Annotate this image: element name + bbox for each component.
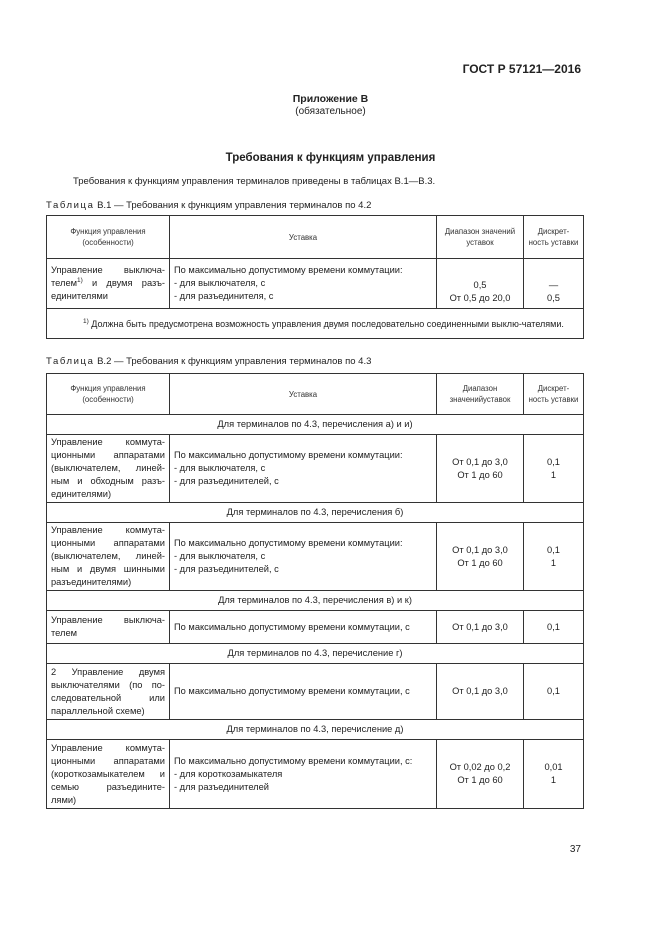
range-cell: [437, 523, 524, 591]
table2-caption-text: В.2 — Требования к функциям управления терминалов по 4.3: [97, 356, 372, 367]
setting-line: - для выключателя, с: [174, 278, 266, 288]
step-value: 1: [550, 775, 557, 785]
range-value: От 0,1 до 3,0: [452, 456, 508, 467]
table1: [46, 215, 584, 339]
table1-col-step: Дискрет-ность уставки: [524, 216, 584, 259]
group-title-row: [47, 503, 584, 523]
group-title: Для терминалов по 4.3, перечисления в) и к): [47, 591, 584, 611]
step-value: 0,1: [547, 686, 560, 696]
setting-head: По максимально допустимому времени коммутации, с: [174, 621, 410, 632]
range-value: От 0,5 до 20,0: [449, 293, 511, 303]
step-value: 0,01: [544, 762, 563, 772]
table-row: [47, 523, 584, 591]
table-row: [47, 259, 584, 309]
setting-head: По максимально допустимому времени коммутации, с:: [174, 755, 413, 766]
table1-col-function: Функция управления (особенности): [47, 216, 170, 259]
group-title-row: [47, 591, 584, 611]
setting-head: По максимально допустимому времени коммутации:: [174, 538, 403, 548]
range-cell: [437, 740, 524, 809]
range-value: От 1 до 60: [457, 775, 503, 785]
function-cell: Управление коммута-ционными аппаратами (выключателем, линей-ным и обходным разъ-единителями): [47, 435, 170, 503]
appendix-title: Приложение В: [292, 93, 369, 105]
range-value: От 1 до 60: [457, 557, 503, 568]
range-cell: [437, 611, 524, 644]
step-cell: [524, 435, 584, 503]
setting-line: - для разъединителей, с: [174, 564, 279, 574]
table1-col-range: Диапазон значений уставок: [437, 216, 524, 259]
table1-header-row: [47, 216, 584, 259]
table2-col-function: Функция управления (особенности): [47, 374, 170, 415]
appendix-status: (обязательное): [295, 106, 366, 117]
range-value: От 0,1 до 3,0: [452, 621, 508, 632]
function-text-b: и двумя разъ-единителями: [51, 278, 165, 301]
table1-footnote: [47, 309, 584, 339]
step-value: 0,5: [547, 293, 560, 303]
step-value: 0,1: [547, 621, 560, 632]
range-value: От 1 до 60: [457, 469, 503, 480]
range-value: От 0,1 до 3,0: [452, 544, 508, 555]
step-cell: [524, 523, 584, 591]
step-cell: [524, 259, 584, 309]
table2-header-row: [47, 374, 584, 415]
group-title: Для терминалов по 4.3, перечисления а) и и): [47, 415, 584, 435]
function-cell: 2 Управление двумя выключателями (по по-следовательной или параллельной схеме): [47, 664, 170, 720]
table-row: [47, 611, 584, 644]
function-cell: Управление коммута-ционными аппаратами (выключателем, линей-ным и двумя шинными разъединителями): [47, 523, 170, 591]
range-cell: [437, 664, 524, 720]
table2: [46, 373, 584, 809]
table2-col-range: Диапазон значенийуставок: [437, 374, 524, 415]
table2-caption-label: Таблица: [46, 356, 95, 367]
footnote-ref: 1): [77, 277, 83, 284]
table2-col-setting: Уставка: [170, 374, 437, 415]
page-number: 37: [569, 844, 581, 855]
footnote-row: [47, 309, 584, 339]
setting-cell: [170, 740, 437, 809]
table-row: [47, 435, 584, 503]
step-cell: [524, 740, 584, 809]
setting-line: - для выключателя, с: [174, 463, 266, 473]
table1-caption-text: В.1 — Требования к функциям управления терминалов по 4.2: [97, 200, 372, 211]
footnote-mark: 1): [83, 317, 89, 325]
setting-head: По максимально допустимому времени коммутации:: [174, 265, 403, 275]
setting-cell: [170, 611, 437, 644]
step-cell: [524, 664, 584, 720]
range-value: От 0,1 до 3,0: [452, 686, 508, 696]
group-title: Для терминалов по 4.3, перечисление г): [47, 644, 584, 664]
group-title: Для терминалов по 4.3, перечисление д): [47, 720, 584, 740]
intro-text: Требования к функциям управления терминалов приведены в таблицах В.1—В.3.: [73, 176, 436, 187]
step-value: —: [548, 280, 559, 290]
section-title: Требования к функциям управления: [225, 152, 436, 164]
step-value: 0,1: [547, 544, 560, 555]
range-cell: [437, 435, 524, 503]
setting-line: - для разъединителей, с: [174, 476, 279, 486]
group-title-row: [47, 415, 584, 435]
step-value: 1: [550, 469, 557, 480]
table2-caption: [46, 356, 371, 367]
function-cell: Управление выключа-телем: [47, 611, 170, 644]
setting-line: - для разъединителя, с: [174, 291, 274, 301]
setting-line: - для разъединителей: [174, 781, 269, 792]
setting-line: - для выключателя, с: [174, 551, 266, 561]
setting-head: По максимально допустимому времени коммутации, с: [174, 686, 410, 696]
table-row: [47, 740, 584, 809]
table1-caption: [46, 200, 371, 211]
step-cell: [524, 611, 584, 644]
group-title-row: [47, 720, 584, 740]
setting-cell: [170, 523, 437, 591]
range-value: 0,5: [473, 280, 487, 290]
table2-col-step: Дискрет-ность уставки: [524, 374, 584, 415]
group-title: Для терминалов по 4.3, перечисления б): [47, 503, 584, 523]
footnote-text: Должна быть предусмотрена возможность управления двумя последовательно соединенными выклю-чателями.: [88, 318, 564, 329]
standard-designation: ГОСТ Р 57121—2016: [462, 62, 581, 76]
setting-head: По максимально допустимому времени коммутации:: [174, 450, 403, 460]
table-row: [47, 664, 584, 720]
range-value: От 0,02 до 0,2: [449, 762, 511, 772]
table1-col-setting: Уставка: [170, 216, 437, 259]
setting-cell: [170, 664, 437, 720]
setting-cell: [170, 259, 437, 309]
function-cell: [47, 259, 170, 309]
step-value: 1: [550, 557, 557, 568]
function-text-a: Управление выключа-телем: [51, 265, 165, 288]
setting-cell: [170, 435, 437, 503]
range-cell: [437, 259, 524, 309]
function-cell: Управление коммута-ционными аппаратами (короткозамыкателем и семью разъедините-лями): [47, 740, 170, 809]
group-title-row: [47, 644, 584, 664]
step-value: 0,1: [547, 456, 560, 467]
setting-line: - для короткозамыкателя: [174, 768, 283, 779]
table1-caption-label: Таблица: [46, 200, 95, 211]
